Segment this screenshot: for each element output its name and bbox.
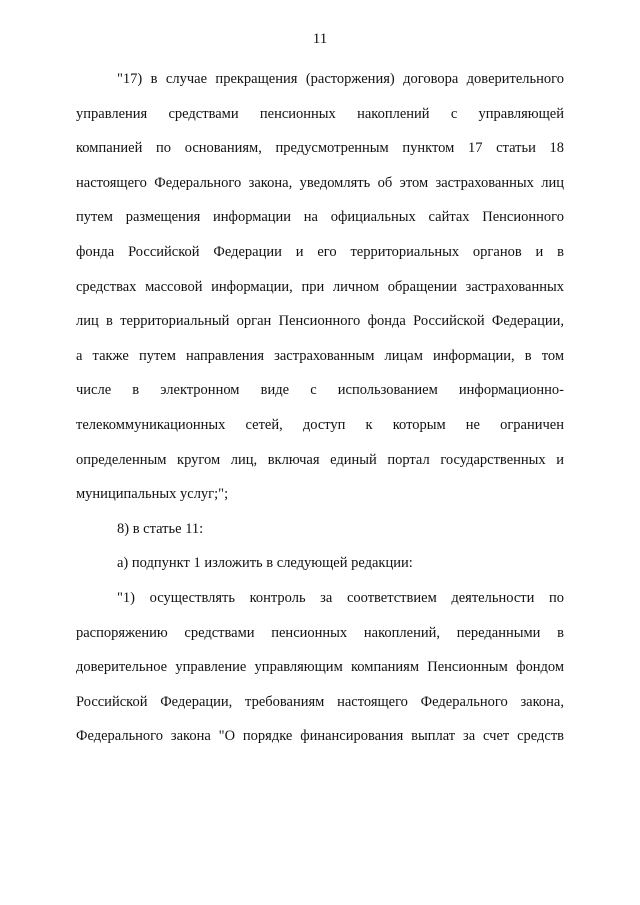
text-line: Федерального закона "О порядке финансирования выплат за счет средств <box>76 728 564 745</box>
text-line: числе в электронном виде с использованием информационно- <box>76 382 564 399</box>
text-line: а) подпункт 1 изложить в следующей редакции: <box>117 555 413 572</box>
text-line: муниципальных услуг;"; <box>76 486 229 503</box>
text-line: распоряжению средствами пенсионных накоплений, переданными в <box>76 624 564 641</box>
text-line: телекоммуникационных сетей, доступ к которым не ограничен <box>76 416 564 433</box>
paragraph-subitem-a <box>76 546 564 581</box>
text-line: компанией по основаниям, предусмотренным пунктом 17 статьи 18 <box>76 140 564 157</box>
text-line: путем размещения информации на официальных сайтах Пенсионного <box>76 209 564 226</box>
text-line: 8) в статье 11: <box>117 520 204 537</box>
text-line: фонда Российской Федерации и его территориальных органов и в <box>76 243 564 260</box>
text-line: доверительное управление управляющим компаниям Пенсионным фондом <box>76 659 564 676</box>
text-line: "1) осуществлять контроль за соответствием деятельности по <box>117 589 564 606</box>
paragraph-article-11 <box>76 512 564 547</box>
paragraph-17-item <box>76 62 564 512</box>
text-line: "17) в случае прекращения (расторжения) договора доверительного <box>117 71 564 87</box>
text-line: настоящего Федерального закона, уведомлять об этом застрахованных лиц <box>76 174 564 191</box>
document-body <box>76 62 564 754</box>
text-line: Российской Федерации, требованиям настоящего Федерального закона, <box>76 693 564 710</box>
text-line: управления средствами пенсионных накоплений с управляющей <box>76 105 564 122</box>
text-line: определенным кругом лиц, включая единый портал государственных и <box>76 451 564 468</box>
paragraph-1-item <box>76 581 564 754</box>
text-line: средствах массовой информации, при личном обращении застрахованных <box>76 278 564 295</box>
text-line: лиц в территориальный орган Пенсионного фонда Российской Федерации, <box>76 313 564 330</box>
text-line: а также путем направления застрахованным лицам информации, в том <box>76 347 564 364</box>
page-number: 11 <box>312 31 328 47</box>
